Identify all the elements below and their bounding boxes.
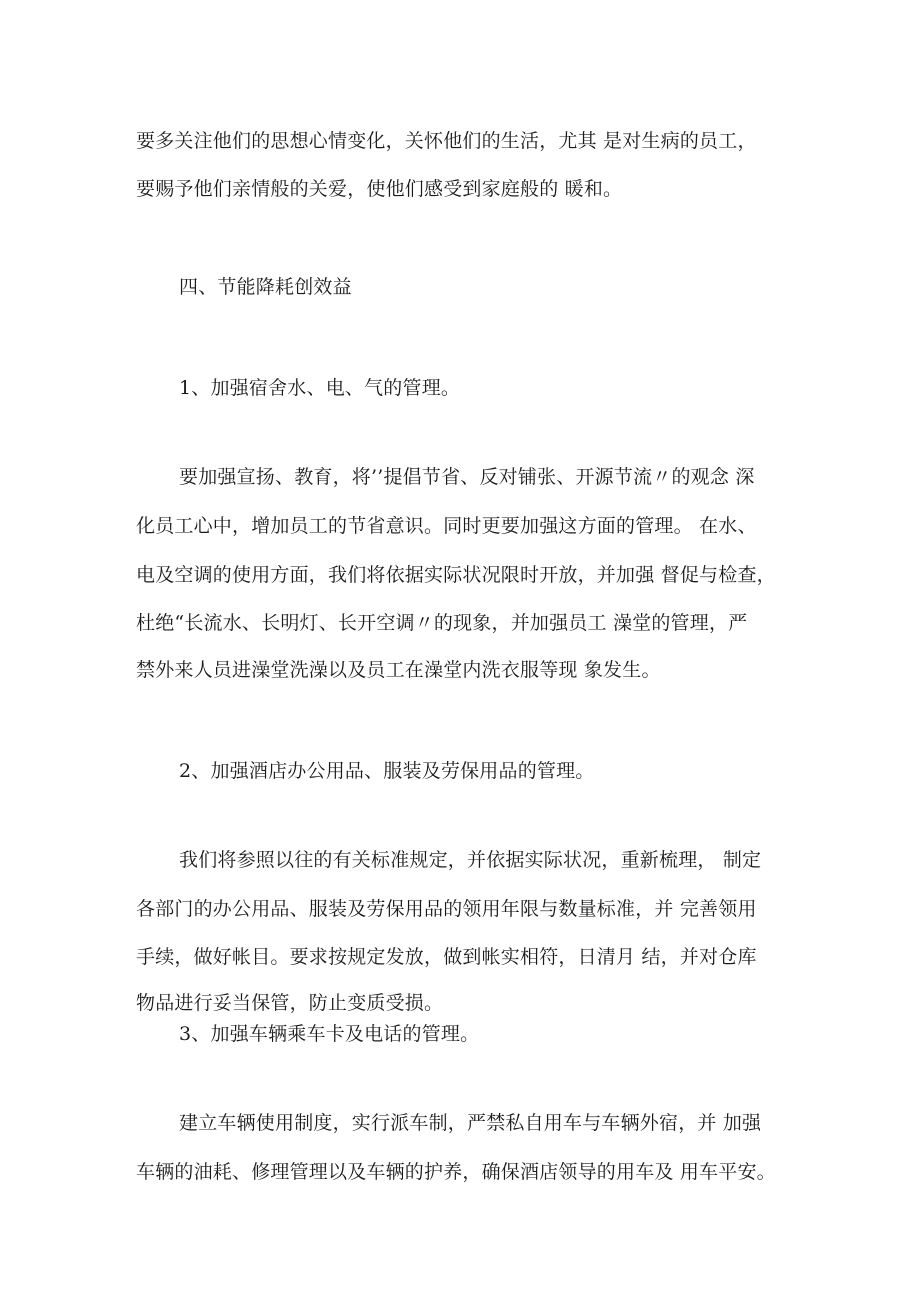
subsection-heading: 1、加强宿舍水、电、气的管理。 bbox=[179, 377, 461, 399]
paragraph-line: 禁外来人员进澡堂洗澡以及员工在澡堂内洗衣服等现 象发生。 bbox=[136, 659, 661, 681]
paragraph-line: 手续，做好帐目。要求按规定发放，做到帐实相符，日清月 结，并对仓库 bbox=[136, 946, 757, 968]
paragraph-line: 电及空调的使用方面，我们将依据实际状况限时开放，并加强 督促与检查， bbox=[136, 564, 776, 586]
paragraph-line: 建立车辆使用制度，实行派车制，严禁私自用车与车辆外宿，并 加强 bbox=[179, 1112, 762, 1134]
section-heading: 四、节能降耗创效益 bbox=[179, 276, 352, 298]
subsection-heading: 2、加强酒店办公用品、服装及劳保用品的管理。 bbox=[179, 760, 595, 782]
subsection-heading: 3、加强车辆乘车卡及电话的管理。 bbox=[179, 1023, 480, 1045]
paragraph-line: 要加强宣扬、教育，将’’提倡节省、反对铺张、开源节流〃的观念 深 bbox=[179, 466, 755, 488]
paragraph-line: 化员工心中，增加员工的节省意识。同时更要加强这方面的管理。 在水、 bbox=[136, 515, 757, 537]
paragraph-line: 物品进行妥当保管，防止变质受损。 bbox=[136, 992, 444, 1014]
paragraph-line: 要多关注他们的思想心情变化，关怀他们的生活，尤其 是对生病的员工， bbox=[136, 130, 757, 152]
paragraph-line: 杜绝“长流水、长明灯、长开空调〃的现象，并加强员工 澡堂的管理，严 bbox=[136, 612, 748, 634]
paragraph-line: 各部门的办公用品、服装及劳保用品的领用年限与数量标准，并 完善领用 bbox=[136, 898, 757, 920]
paragraph-line: 车辆的油耗、修理管理以及车辆的护养，确保酒店领导的用车及 用车平安。 bbox=[136, 1161, 776, 1183]
paragraph-line: 我们将参照以往的有关标准规定，并依据实际状况，重新梳理， 制定 bbox=[179, 849, 762, 871]
paragraph-line: 要赐予他们亲情般的关爱，使他们感受到家庭般的 暖和。 bbox=[136, 178, 623, 200]
